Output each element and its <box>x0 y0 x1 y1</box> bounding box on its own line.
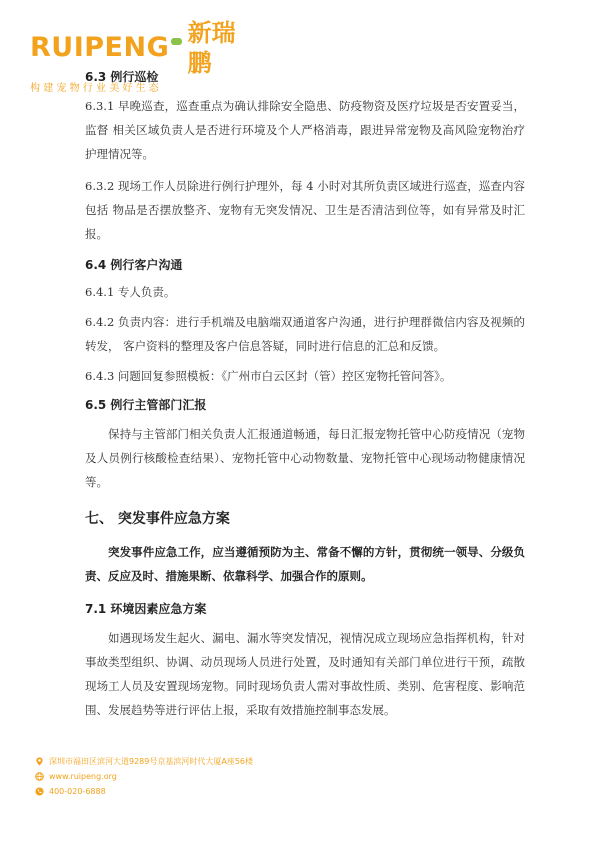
website-link[interactable]: www.ruipeng.org <box>49 772 117 781</box>
address-text: 深圳市福田区滨河大道9289号京基滨河时代大厦A座56楼 <box>49 757 254 766</box>
footer-address <box>35 754 253 769</box>
paragraph-6-3-2: 6.3.2 现场工作人员除进行例行护理外，每 4 小时对其所负责区域进行巡查，巡查内容包括 物品是否摆放整齐、宠物有无突发情况、卫生是否清洁到位等，如有异常及时汇报。 <box>85 179 525 241</box>
location-pin-icon <box>35 757 44 766</box>
paragraph-6-5: 保持与主管部门相关负责人汇报通道畅通，每日汇报宠物托管中心防疫情况（宠物及人员例行核酸检查结果）、宠物托管中心动物数量、宠物托管中心现场动物健康情况等。 <box>85 427 525 489</box>
phone-icon <box>35 787 44 796</box>
paragraph-6-4-2: 6.4.2 负责内容：进行手机端及电脑端双通道客户沟通，进行护理群微信内容及视频的转发， 客户资料的整理及客户信息答疑，同时进行信息的汇总和反馈。 <box>85 315 525 353</box>
section-6-4-heading: 6.4 例行客户沟通 <box>85 258 183 272</box>
phone-number: 400-020-6888 <box>49 787 106 796</box>
section-6-3-heading: 6.3 例行巡检 <box>85 70 159 84</box>
brand-name-cn: 新瑞鹏 <box>187 19 236 77</box>
globe-icon <box>35 772 44 781</box>
chapter-7-heading: 七、 突发事件应急方案 <box>85 511 230 527</box>
paragraph-6-4-3: 6.4.3 问题回复参照模板：《广州市白云区封（管）控区宠物托管问答》。 <box>85 369 452 383</box>
brand-name-en: RUIPENG <box>30 32 170 63</box>
footer-phone <box>35 784 253 799</box>
company-footer <box>35 754 253 799</box>
slogan: 构建宠物行业美好生态 <box>30 83 162 94</box>
paragraph-7: 突发事件应急工作，应当遵循预防为主、常备不懈的方针，贯彻统一领导、分级负责、反应及时、措施果断、依靠科学、加强合作的原则。 <box>85 545 525 583</box>
section-7-1-heading: 7.1 环境因素应急方案 <box>85 602 207 616</box>
paragraph-6-4-1: 6.4.1 专人负责。 <box>85 285 176 299</box>
paragraph-6-3-1: 6.3.1 早晚巡查，巡查重点为确认排除安全隐患、防疫物资及医疗垃圾是否安置妥当，监督 相关区域负责人是否进行环境及个人严格消毒，跟进异常宠物及高风险宠物治疗护理情况等。 <box>85 99 525 161</box>
paragraph-7-1: 如遇现场发生起火、漏电、漏水等突发情况，视情况成立现场应急指挥机构，针对事故类型组织、协调、动员现场人员进行处置，及时通知有关部门单位进行干预，疏散现场工人员及安置现场宠物。同时现场负责人需对事故性质、类别、危害程度、影响范围、发展趋势等进行评估上报，采取有效措施控制事态发展。 <box>85 631 525 717</box>
document-body <box>85 68 525 722</box>
logo-badge-icon <box>171 38 181 45</box>
section-6-5-heading: 6.5 例行主管部门汇报 <box>85 398 207 412</box>
footer-website <box>35 769 253 784</box>
